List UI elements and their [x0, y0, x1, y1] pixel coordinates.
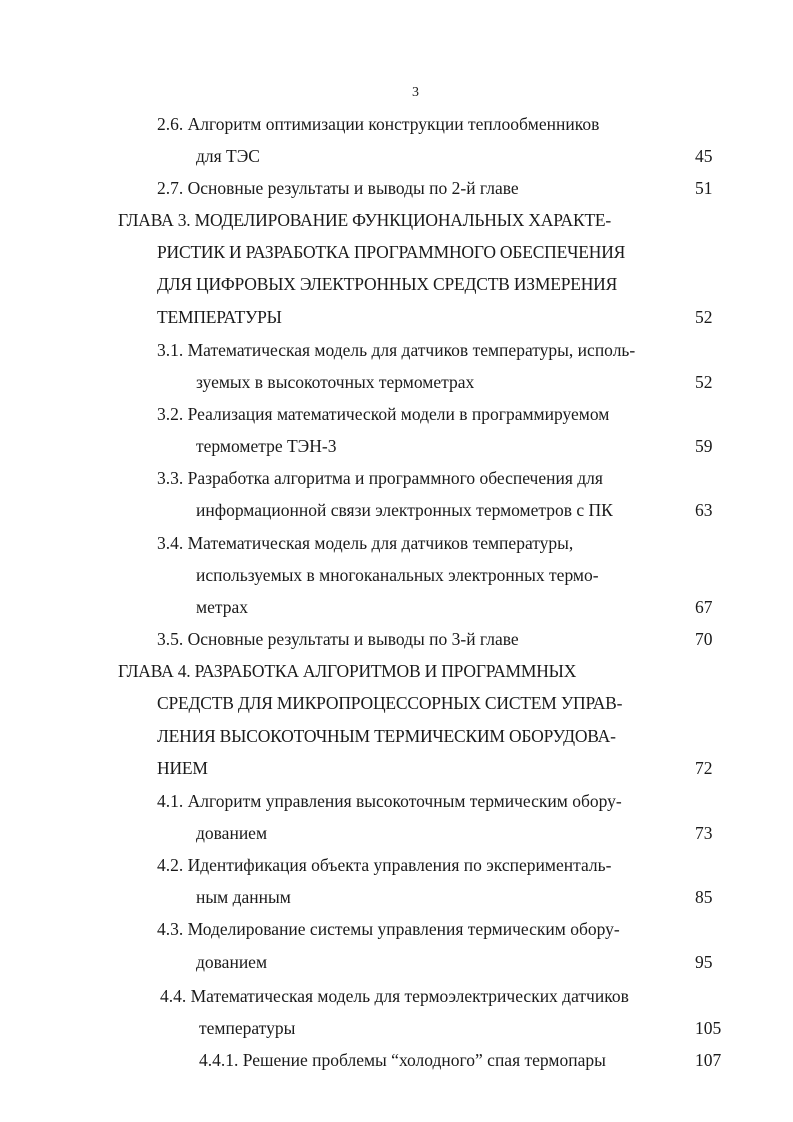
toc-line-4-4-cont: температуры — [199, 1018, 296, 1038]
toc-line-4-2: 4.2. Идентификация объекта управления по эксперименталь- — [157, 855, 612, 875]
toc-line-4-4: 4.4. Математическая модель для термоэлектрических датчиков — [160, 986, 629, 1006]
toc-chapter-3-cont: ДЛЯ ЦИФРОВЫХ ЭЛЕКТРОННЫХ СРЕДСТВ ИЗМЕРЕНИЯ — [157, 274, 618, 294]
toc-line-3-1-cont: зуемых в высокоточных термометрах — [196, 372, 475, 392]
page-ref: 107 — [695, 1050, 722, 1070]
toc-line-3-4: 3.4. Математическая модель для датчиков температуры, — [157, 533, 574, 553]
toc-chapter-4-cont: ЛЕНИЯ ВЫСОКОТОЧНЫМ ТЕРМИЧЕСКИМ ОБОРУДОВА- — [157, 726, 616, 746]
page-ref: 52 — [695, 307, 713, 327]
toc-chapter-4-cont: НИЕМ — [157, 758, 208, 778]
page-ref: 72 — [695, 758, 713, 778]
page-ref: 52 — [695, 372, 713, 392]
toc-line-4-2-cont: ным данным — [196, 887, 291, 907]
toc-line-3-5: 3.5. Основные результаты и выводы по 3-й главе — [157, 629, 519, 649]
toc-line-3-1: 3.1. Математическая модель для датчиков температуры, исполь- — [157, 340, 636, 360]
toc-line-4-1: 4.1. Алгоритм управления высокоточным термическим обору- — [157, 791, 622, 811]
toc-chapter-4-cont: СРЕДСТВ ДЛЯ МИКРОПРОЦЕССОРНЫХ СИСТЕМ УПРАВ- — [157, 693, 623, 713]
page-ref: 95 — [695, 952, 713, 972]
page-ref: 67 — [695, 597, 713, 617]
toc-chapter-4: ГЛАВА 4. РАЗРАБОТКА АЛГОРИТМОВ И ПРОГРАММНЫХ — [118, 661, 577, 681]
toc-line-2-7: 2.7. Основные результаты и выводы по 2-й главе — [157, 178, 519, 198]
page-ref: 63 — [695, 500, 713, 520]
toc-line-4-3-cont: дованием — [196, 952, 268, 972]
page-ref: 105 — [695, 1018, 722, 1038]
toc-line-3-2: 3.2. Реализация математической модели в программируемом — [157, 404, 610, 424]
toc-line-3-3: 3.3. Разработка алгоритма и программного обеспечения для — [157, 468, 603, 488]
toc-line-2-6-cont: для ТЭС — [196, 146, 260, 166]
page-ref: 73 — [695, 823, 713, 843]
page-ref: 51 — [695, 178, 713, 198]
page-number: 3 — [412, 85, 419, 100]
toc-chapter-3-cont: РИСТИК И РАЗРАБОТКА ПРОГРАММНОГО ОБЕСПЕЧЕНИЯ — [157, 242, 626, 262]
toc-line-3-4-cont: используемых в многоканальных электронных термо- — [196, 565, 599, 585]
toc-line-4-4-1: 4.4.1. Решение проблемы “холодного” спая термопары — [199, 1050, 606, 1070]
page-ref: 59 — [695, 436, 713, 456]
toc-line-4-1-cont: дованием — [196, 823, 268, 843]
page-ref: 85 — [695, 887, 713, 907]
toc-line-3-4-cont: метрах — [196, 597, 248, 617]
toc-chapter-3-cont: ТЕМПЕРАТУРЫ — [157, 307, 282, 327]
toc-line-3-3-cont: информационной связи электронных термометров с ПК — [196, 500, 613, 520]
toc-line-3-2-cont: термометре ТЭН-3 — [196, 436, 337, 456]
toc-line-2-6: 2.6. Алгоритм оптимизации конструкции теплообменников — [157, 114, 600, 134]
toc-line-4-3: 4.3. Моделирование системы управления термическим обору- — [157, 919, 620, 939]
page-ref: 70 — [695, 629, 713, 649]
toc-chapter-3: ГЛАВА 3. МОДЕЛИРОВАНИЕ ФУНКЦИОНАЛЬНЫХ ХАРАКТЕ- — [118, 210, 612, 230]
page-ref: 45 — [695, 146, 713, 166]
